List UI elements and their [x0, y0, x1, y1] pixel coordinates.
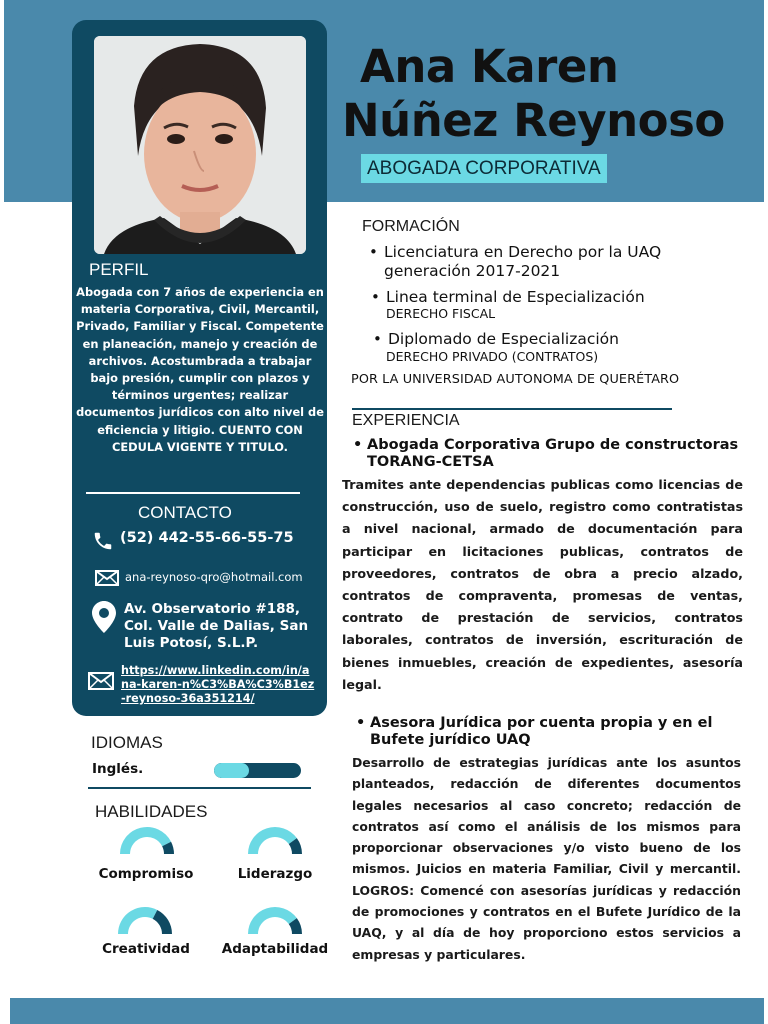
job-description: Desarrollo de estrategias jurídicas ante los asuntos planteados, redacción de diferentes documentos legales necesarios al caso concreto; redacción de contratos así como el análisis de los mismos para proporcionar observaciones y/o visto bueno de los mismos. Juicios en materia Familiar, Civil y mercantil. LOGROS: Comencé con asesorías jurídicas y redacción de promociones y contratos en el Bufete Jurídico de la UAQ, y al día de hoy proporciono estos servicios a empresas y particulares.	[352, 755, 741, 962]
envelope-icon	[88, 672, 114, 690]
last-names: Núñez Reynoso	[342, 94, 725, 147]
job-title: • Abogada Corporativa Grupo de constructoras TORANG-CETSA	[367, 437, 747, 471]
skill-gauge	[120, 826, 174, 856]
skills-heading: HABILIDADES	[95, 802, 208, 821]
profile-divider	[86, 492, 300, 494]
job-title: • Asesora Jurídica por cuenta propia y en el Bufete jurídico UAQ	[370, 715, 720, 749]
skill-label: Adaptabilidad	[221, 941, 329, 957]
location-pin-icon	[92, 601, 116, 633]
skill-label: Creatividad	[102, 941, 190, 957]
education-item: • Diplomado de Especialización	[388, 330, 688, 349]
email-text: ana-reynoso-qro@hotmail.com	[125, 570, 303, 584]
phone-icon	[92, 530, 114, 552]
education-heading: FORMACIÓN	[362, 218, 460, 235]
section-divider	[352, 408, 672, 410]
skill-gauge	[248, 906, 302, 936]
languages-divider	[88, 787, 311, 789]
contact-phone[interactable]	[92, 530, 294, 552]
job-title-badge: ABOGADA CORPORATIVA	[361, 154, 607, 183]
job-description: Tramites ante dependencias publicas como licencias de construcción, uso de suelo, registro como contratistas a nivel nacional, armado de documentación para participar en licitaciones publicas, contratos de proveedores, contratos de obra a precio alzado, contratos de compraventa, promesas de ventas, contrato de prestación de servicios, contratos laborales, contratos de inversión, escrituración de bienes inmuebles, creación de expedientes, asesoría legal.	[342, 477, 743, 692]
contact-heading: CONTACTO	[138, 503, 232, 522]
contact-address	[92, 601, 314, 652]
phone-text: (52) 442-55-66-55-75	[120, 530, 294, 546]
profile-heading: PERFIL	[89, 260, 149, 279]
skill-gauge	[248, 826, 302, 856]
education-institution: POR LA UNIVERSIDAD AUTONOMA DE QUERÉTARO	[351, 372, 680, 387]
profile-photo	[94, 36, 306, 254]
skill-label: Liderazgo	[237, 866, 313, 882]
language-level-fill	[214, 763, 249, 778]
profile-text: Abogada con 7 años de experiencia en materia Corporativa, Civil, Mercantil, Privado, Familiar y Fiscal. Competente en planeación, manejo y creación de archivos. Acostumbrada a trabajar bajo presión, cumplir con plazos y términos urgentes; realizar documentos jurídicos con alto nivel de eficiencia y litigio. CUENTO CON CEDULA VIGENTE Y TITULO.	[76, 285, 324, 454]
linkedin-link[interactable]: https://www.linkedin.com/in/ana-karen-n%C3%BA%C3%B1ez-reynoso-36a351214/	[121, 664, 315, 705]
footer-band	[10, 998, 764, 1024]
language-name: Inglés.	[92, 761, 144, 777]
languages-heading: IDIOMAS	[91, 733, 163, 752]
candidate-name	[340, 40, 760, 148]
experience-heading: EXPERIENCIA	[352, 412, 460, 429]
skill-label: Compromiso	[98, 866, 194, 882]
contact-email[interactable]	[95, 570, 303, 586]
language-level-bar	[214, 763, 301, 778]
first-names: Ana Karen	[360, 40, 619, 93]
education-detail: DERECHO FISCAL	[386, 306, 496, 321]
education-item: • Licenciatura en Derecho por la UAQ generación 2017-2021	[384, 243, 664, 281]
education-detail: DERECHO PRIVADO (CONTRATOS)	[386, 349, 599, 364]
address-text: Av. Observatorio #188, Col. Valle de Dalias, San Luis Potosí, S.L.P.	[124, 601, 309, 651]
envelope-icon	[95, 570, 119, 586]
education-item: • Linea terminal de Especialización	[386, 288, 686, 307]
contact-linkedin[interactable]	[88, 664, 317, 706]
skill-gauge	[118, 906, 172, 936]
